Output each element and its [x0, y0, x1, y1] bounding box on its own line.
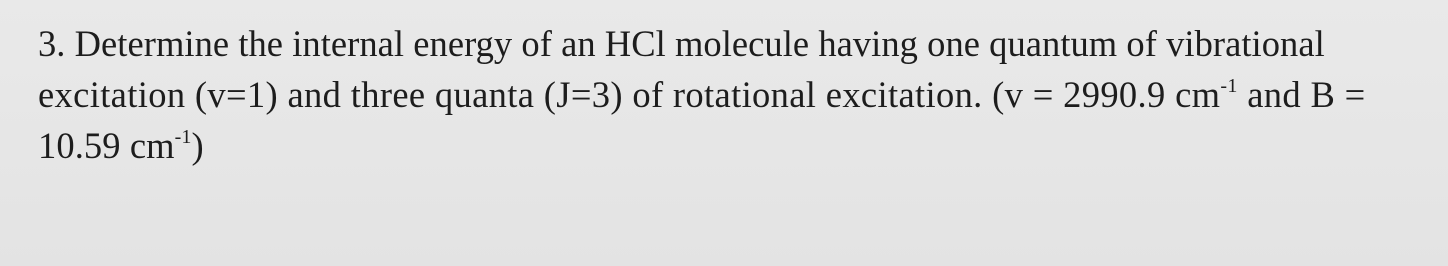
- unit-exponent: -1: [174, 126, 192, 148]
- question-line-3-tail: ): [191, 125, 204, 166]
- question-line-3: [38, 120, 1438, 171]
- question-line-2-text: excitation (v=1) and three quanta (J=3) of rotational excitation. (v = 2990.9 cm: [38, 74, 1221, 115]
- question-text: [38, 18, 1438, 171]
- question-line-3-text: 10.59 cm: [38, 125, 175, 166]
- unit-exponent: -1: [1220, 75, 1238, 97]
- question-line-2: [38, 69, 1438, 120]
- question-line-1: 3. Determine the internal energy of an HCl molecule having one quantum of vibrational: [38, 23, 1325, 64]
- question-line-2-tail: and B =: [1237, 74, 1366, 115]
